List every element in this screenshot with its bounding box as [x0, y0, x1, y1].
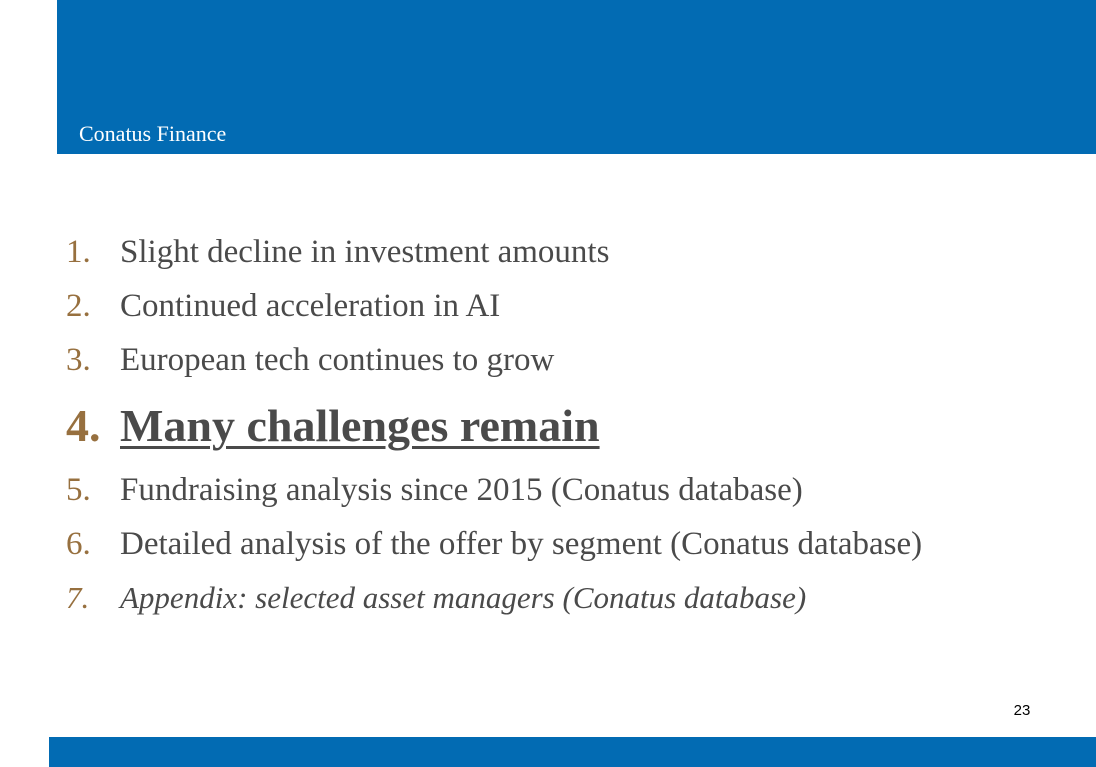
agenda-item-number: 3. — [66, 342, 91, 378]
agenda-item-number: 2. — [66, 288, 91, 324]
footer-band — [49, 737, 1096, 767]
agenda-item-2 — [66, 286, 500, 326]
agenda-item-text: Detailed analysis of the offer by segment (Conatus database) — [120, 526, 923, 562]
agenda-item-text: Slight decline in investment amounts — [120, 234, 610, 270]
agenda-item-6 — [66, 524, 922, 564]
agenda-item-5 — [66, 470, 803, 510]
brand-name: Conatus Finance — [79, 121, 227, 146]
agenda-item-number: 5. — [66, 472, 91, 508]
agenda-item-text: European tech continues to grow — [120, 342, 555, 378]
agenda-item-7 — [66, 578, 806, 618]
agenda-item-text: Many challenges remain — [120, 400, 600, 451]
agenda-item-number: 1. — [66, 234, 91, 270]
agenda-item-text: Appendix: selected asset managers (Conatus database) — [120, 580, 807, 615]
agenda-item-4-current — [66, 399, 600, 453]
agenda-item-number: 6. — [66, 526, 91, 562]
page-number: 23 — [1013, 702, 1031, 719]
agenda-item-number: 4. — [66, 400, 101, 451]
agenda-item-1 — [66, 232, 609, 272]
agenda-item-text: Fundraising analysis since 2015 (Conatus database) — [120, 472, 803, 508]
header-band — [57, 0, 1096, 154]
agenda-item-text: Continued acceleration in AI — [120, 288, 501, 324]
agenda-item-number: 7. — [66, 580, 90, 615]
agenda-item-3 — [66, 340, 554, 380]
